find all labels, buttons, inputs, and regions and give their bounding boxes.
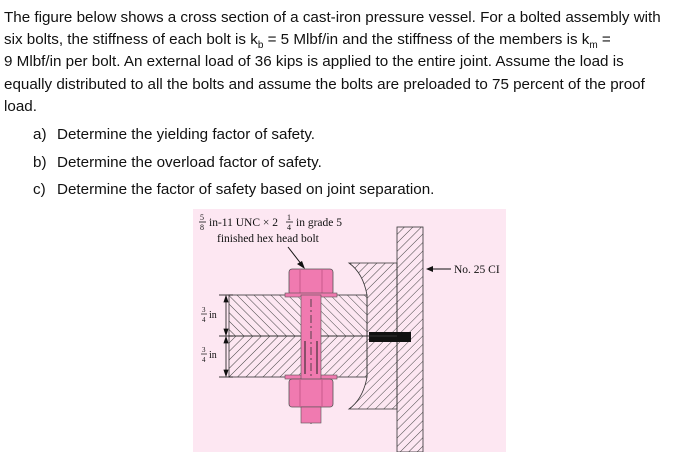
question-marker: a) [33,126,47,143]
thick-2-unit: in [209,350,217,361]
question-list [33,124,434,207]
problem-line-3: 9 Mlbf/in per bolt. An external load of 36 kips is applied to the entire joint. Assume the load is [4,53,624,71]
upper-member [229,295,367,336]
question-marker: b) [33,153,47,171]
bolt-head [289,269,333,295]
bolt-size-numerator: 5 [200,213,204,222]
bolt-spec-label [199,213,342,245]
hex-nut [289,379,333,407]
lower-member [229,336,367,377]
bolt-size-denominator: 8 [200,223,204,232]
bolt-length-denominator: 4 [287,223,291,232]
problem-line-1: The figure below shows a cross section of a cast-iron pressure vessel. For a bolted assembly with [4,9,661,26]
gasket [369,332,411,342]
bolt-spec-line-2: finished hex head bolt [217,233,319,245]
kb-subscript: b [257,40,264,52]
line2-part-a: six bolts, the stiffness of each bolt is k [4,31,258,49]
question-b [33,152,434,180]
question-a [33,124,434,152]
material-arrowhead [426,266,433,272]
thick-1-denominator: 4 [202,316,206,324]
question-text: Determine the overload factor of safety. [57,153,322,171]
bolt-spec-a: in-11 UNC × 2 [209,217,278,229]
leader-arrowhead [297,261,305,269]
line2-part-c: = 5 Mlbf/in and the stiffness of the members is k [263,31,590,49]
cross-section-drawing [193,209,506,452]
km-subscript: m [589,40,598,52]
thickness-labels [201,306,217,364]
pressure-vessel-figure [193,209,506,452]
thick-1-numerator: 3 [202,306,206,314]
thick-1-unit: in [209,310,217,321]
problem-line-2 [4,29,694,51]
bolt-length-numerator: 1 [287,213,291,222]
problem-line-5: load. [4,97,37,115]
material-label: No. 25 CI [454,264,500,276]
question-c [33,179,434,207]
problem-statement [4,7,694,118]
bolt-spec-b: in grade 5 [296,217,342,229]
question-text: Determine the factor of safety based on joint separation. [57,181,435,198]
thick-2-numerator: 3 [202,346,206,354]
line2-part-e: = [597,31,611,49]
question-marker: c) [33,181,46,198]
bolt-tail [301,407,321,423]
question-text: Determine the yielding factor of safety. [57,126,316,143]
problem-line-4: equally distributed to all the bolts and assume the bolts are preloaded to 75 percent of the proof [4,75,645,93]
thick-2-denominator: 4 [202,356,206,364]
